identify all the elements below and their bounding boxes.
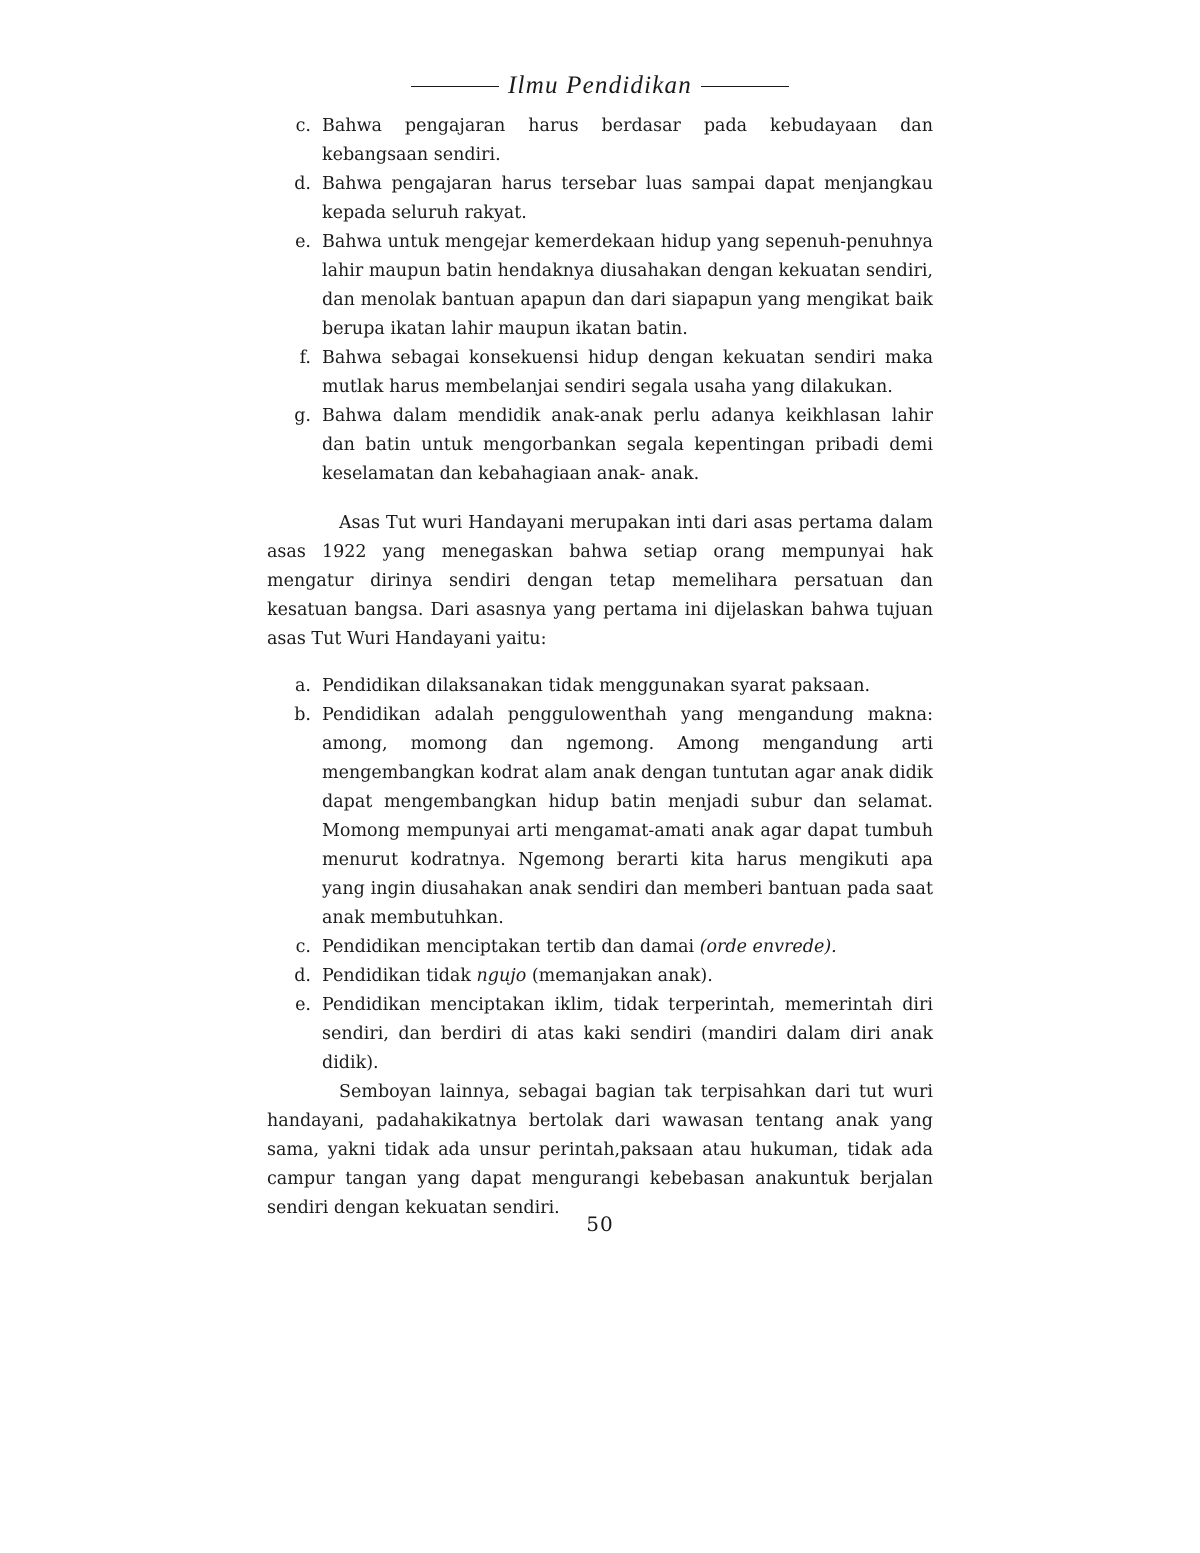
list-item	[267, 344, 933, 402]
italic-term: ngujo	[476, 966, 527, 986]
paragraph-semboyan: Semboyan lainnya, sebagai bagian tak terpisahkan dari tut wuri handayani, padahakikatnya bertolak dari wawasan tentang anak yang sama, yakni tidak ada unsur perintah,paksaan atau hukuman, tidak ada campur tangan yang dapat mengurangi kebebasan anakuntuk berjalan sendiri dengan kekuatan sendiri.	[267, 1082, 933, 1218]
running-header	[0, 66, 1200, 106]
spacer	[267, 654, 933, 672]
list-item	[267, 170, 933, 228]
list-marker: a.	[295, 676, 311, 696]
list-item	[267, 933, 933, 962]
list-marker: d.	[294, 966, 311, 986]
list-item-text: Pendidikan adalah penggulowenthah yang mengandung makna: among, momong dan ngemong. Among mengandung arti mengembangkan kodrat alam anak dengan tuntutan agar anak didik dapat mengembangkan hidup batin menjadi subur dan selamat. Momong mempunyai arti mengamat-amati anak agar dapat tumbuh menurut kodratnya. Ngemong berarti kita harus mengikuti apa yang ingin diusahakan anak sendiri dan memberi bantuan pada saat anak membutuhkan.	[322, 705, 933, 928]
header-title: Ilmu Pendidikan	[508, 72, 692, 99]
list-item	[267, 962, 933, 991]
goals-list	[267, 672, 933, 1078]
list-item-text: Bahwa pengajaran harus berdasar pada kebudayaan dan kebangsaan sendiri.	[322, 116, 933, 165]
header-rule-left	[411, 86, 499, 87]
page-number: 50	[586, 1212, 614, 1236]
list-item-text: Pendidikan menciptakan iklim, tidak terperintah, memerintah diri sendiri, dan berdiri di atas kaki sendiri (mandiri dalam diri anak didik).	[322, 995, 933, 1073]
list-item-text: Bahwa sebagai konsekuensi hidup dengan kekuatan sendiri maka mutlak harus membelanjai sendiri segala usaha yang dilakukan.	[322, 348, 933, 397]
list-item-text: Pendidikan dilaksanakan tidak menggunakan syarat paksaan.	[322, 676, 871, 696]
list-marker: e.	[295, 995, 311, 1015]
list-item-text-part: Pendidikan menciptakan tertib dan damai	[322, 937, 700, 957]
list-item-text: Bahwa pengajaran harus tersebar luas sampai dapat menjangkau kepada seluruh rakyat.	[322, 174, 933, 223]
paragraph-tut-wuri-handayani: Asas Tut wuri Handayani merupakan inti dari asas pertama dalam asas 1922 yang menegaskan bahwa setiap orang mempunyai hak mengatur dirinya sendiri dengan tetap memelihara persatuan dan kesatuan bangsa. Dari asasnya yang pertama ini dijelaskan bahwa tujuan asas Tut Wuri Handayani yaitu:	[267, 513, 933, 649]
list-marker: d.	[294, 174, 311, 194]
list-item-text	[322, 962, 933, 991]
list-item-text: Bahwa dalam mendidik anak-anak perlu adanya keikhlasan lahir dan batin untuk mengorbankan segala kepentingan pribadi demi keselamatan dan kebahagiaan anak- anak.	[322, 406, 933, 484]
list-marker: g.	[294, 406, 311, 426]
list-item	[267, 991, 933, 1078]
list-marker: c.	[295, 937, 311, 957]
header-rule-right	[701, 86, 789, 87]
list-item	[267, 672, 933, 701]
list-item	[267, 402, 933, 489]
list-marker: c.	[295, 116, 311, 136]
principles-list	[267, 112, 933, 489]
list-item-text-part: (memanjakan anak).	[526, 966, 713, 986]
list-marker: f.	[299, 348, 311, 368]
list-item-text-part: Pendidikan tidak	[322, 966, 477, 986]
list-item	[267, 112, 933, 170]
italic-term: (orde envrede).	[699, 937, 837, 957]
page-body	[267, 112, 933, 1223]
list-item	[267, 701, 933, 933]
list-marker: b.	[294, 705, 311, 725]
list-item-text	[322, 933, 933, 962]
list-item-text: Bahwa untuk mengejar kemerdekaan hidup yang sepenuh-penuhnya lahir maupun batin hendaknya diusahakan dengan kekuatan sendiri, dan menolak bantuan apapun dan dari siapapun yang mengikat baik berupa ikatan lahir maupun ikatan batin.	[322, 232, 933, 339]
list-marker: e.	[295, 232, 311, 252]
spacer	[267, 489, 933, 509]
list-item	[267, 228, 933, 344]
